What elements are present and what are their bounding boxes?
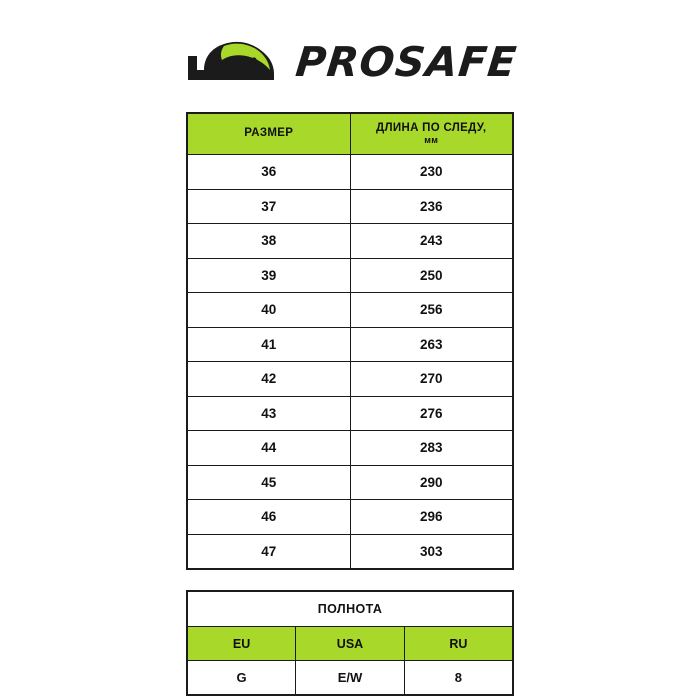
- table-row: [187, 431, 513, 466]
- table-row: [187, 396, 513, 431]
- width-table-title-row: [187, 591, 513, 627]
- column-header-length: [350, 113, 513, 155]
- cell-length: 250: [350, 258, 513, 293]
- cell-size: 42: [187, 362, 350, 397]
- cell-length: 296: [350, 500, 513, 535]
- column-header-ru: RU: [404, 627, 513, 661]
- table-row: [187, 327, 513, 362]
- table-row: [187, 155, 513, 190]
- table-row: [187, 189, 513, 224]
- cell-usa-value: E/W: [296, 661, 405, 696]
- cell-size: 44: [187, 431, 350, 466]
- cell-size: 46: [187, 500, 350, 535]
- table-row: [187, 465, 513, 500]
- size-table-header-row: [187, 113, 513, 155]
- cell-size: 36: [187, 155, 350, 190]
- table-row: [187, 661, 513, 696]
- column-header-usa: USA: [296, 627, 405, 661]
- table-row: [187, 500, 513, 535]
- table-row: [187, 362, 513, 397]
- wolf-head-icon: [184, 36, 280, 88]
- width-table-title: ПОЛНОТА: [187, 591, 513, 627]
- width-block: [186, 590, 514, 696]
- table-row: [187, 224, 513, 259]
- size-table-body: [187, 155, 513, 570]
- width-table-header-row: [187, 627, 513, 661]
- brand-name: PROSAFE: [293, 38, 519, 86]
- cell-ru-value: 8: [404, 661, 513, 696]
- cell-size: 40: [187, 293, 350, 328]
- table-row: [187, 258, 513, 293]
- cell-eu-value: G: [187, 661, 296, 696]
- width-table: [186, 590, 514, 696]
- cell-size: 38: [187, 224, 350, 259]
- column-header-eu: EU: [187, 627, 296, 661]
- cell-size: 37: [187, 189, 350, 224]
- size-table: [186, 112, 514, 570]
- column-header-length-main: ДЛИНА ПО СЛЕДУ,: [376, 122, 487, 135]
- cell-size: 43: [187, 396, 350, 431]
- cell-length: 270: [350, 362, 513, 397]
- cell-size: 45: [187, 465, 350, 500]
- table-row: [187, 534, 513, 569]
- cell-length: 243: [350, 224, 513, 259]
- cell-length: 290: [350, 465, 513, 500]
- column-header-length-unit: мм: [424, 135, 439, 146]
- brand-logo: [184, 34, 517, 90]
- cell-length: 236: [350, 189, 513, 224]
- table-row: [187, 293, 513, 328]
- cell-length: 230: [350, 155, 513, 190]
- column-header-size: РАЗМЕР: [187, 113, 350, 155]
- cell-length: 276: [350, 396, 513, 431]
- cell-length: 283: [350, 431, 513, 466]
- cell-size: 41: [187, 327, 350, 362]
- cell-length: 256: [350, 293, 513, 328]
- cell-size: 39: [187, 258, 350, 293]
- cell-length: 263: [350, 327, 513, 362]
- cell-size: 47: [187, 534, 350, 569]
- cell-length: 303: [350, 534, 513, 569]
